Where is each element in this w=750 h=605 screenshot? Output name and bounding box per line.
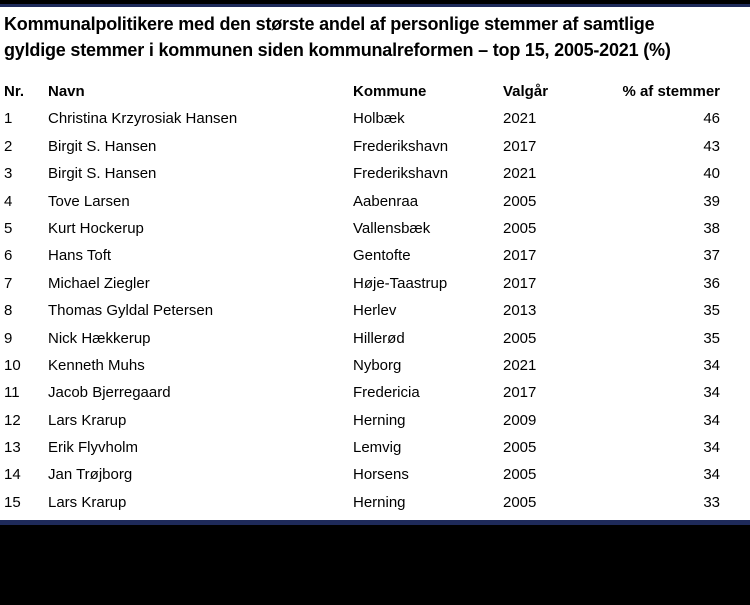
- cell-nr: 8: [4, 302, 13, 320]
- cell-valgaar: 2005: [503, 219, 537, 237]
- cell-nr: 1: [4, 110, 13, 128]
- cell-valgaar: 2005: [503, 466, 537, 484]
- table-title-line2: gyldige stemmer i kommunen siden kommunalreformen – top 15, 2005-2021 (%): [4, 40, 671, 60]
- cell-pct: 35: [703, 302, 720, 320]
- table-row: [4, 188, 720, 215]
- table-row: [4, 160, 720, 187]
- cell-pct: 34: [703, 439, 720, 457]
- cell-nr: 4: [4, 192, 13, 210]
- table-row: [4, 133, 720, 160]
- cell-pct: 37: [703, 247, 720, 265]
- cell-nr: 7: [4, 274, 13, 292]
- cell-valgaar: 2017: [503, 274, 537, 292]
- cell-navn: Birgit S. Hansen: [48, 137, 157, 155]
- table-body: [4, 105, 720, 516]
- cell-nr: 6: [4, 247, 13, 265]
- table-row: [4, 325, 720, 352]
- header-cell-valgaar: Valgår: [503, 83, 549, 100]
- cell-navn: Hans Toft: [48, 247, 112, 265]
- cell-nr: 14: [4, 466, 21, 484]
- cell-pct: 43: [703, 137, 720, 155]
- cell-pct: 40: [703, 165, 720, 183]
- header-cell-pct: % af stemmer: [622, 83, 720, 100]
- cell-navn: Lars Krarup: [48, 493, 127, 511]
- cell-navn: Erik Flyvholm: [48, 439, 139, 457]
- cell-navn: Tove Larsen: [48, 192, 130, 210]
- cell-pct: 46: [703, 110, 720, 128]
- cell-kommune: Frederikshavn: [353, 165, 449, 183]
- cell-navn: Jan Trøjborg: [48, 466, 133, 484]
- cell-valgaar: 2005: [503, 329, 537, 347]
- cell-nr: 5: [4, 219, 13, 237]
- cell-kommune: Fredericia: [353, 384, 420, 402]
- table-row: [4, 379, 720, 406]
- cell-valgaar: 2005: [503, 192, 537, 210]
- table-row: [4, 215, 720, 242]
- header-cell-navn: Navn: [48, 83, 85, 100]
- cell-kommune: Herning: [353, 411, 406, 429]
- cell-pct: 36: [703, 274, 720, 292]
- cell-navn: Kenneth Muhs: [48, 356, 145, 374]
- cell-valgaar: 2005: [503, 493, 537, 511]
- cell-nr: 2: [4, 137, 13, 155]
- table-row: [4, 105, 720, 132]
- cell-nr: 13: [4, 439, 21, 457]
- cell-navn: Christina Krzyrosiak Hansen: [48, 110, 238, 128]
- top-border-navy: [0, 4, 750, 7]
- cell-valgaar: 2013: [503, 302, 537, 320]
- bottom-border-black: [0, 525, 750, 605]
- cell-valgaar: 2021: [503, 110, 537, 128]
- cell-kommune: Frederikshavn: [353, 137, 449, 155]
- table-row: [4, 461, 720, 488]
- cell-nr: 11: [4, 384, 20, 402]
- cell-kommune: Vallensbæk: [353, 219, 431, 237]
- cell-pct: 35: [703, 329, 720, 347]
- table-row: [4, 434, 720, 461]
- cell-valgaar: 2009: [503, 411, 537, 429]
- table-row: [4, 270, 720, 297]
- cell-pct: 38: [703, 219, 720, 237]
- table-title-line1: Kommunalpolitikere med den største andel af personlige stemmer af samtlige: [4, 14, 655, 34]
- cell-pct: 34: [703, 466, 720, 484]
- cell-navn: Kurt Hockerup: [48, 219, 144, 237]
- cell-navn: Thomas Gyldal Petersen: [48, 302, 214, 320]
- cell-valgaar: 2017: [503, 137, 537, 155]
- table-row: [4, 352, 720, 379]
- cell-kommune: Aabenraa: [353, 192, 419, 210]
- cell-pct: 34: [703, 356, 720, 374]
- cell-kommune: Høje-Taastrup: [353, 274, 448, 292]
- cell-valgaar: 2021: [503, 165, 537, 183]
- cell-nr: 15: [4, 493, 21, 511]
- cell-nr: 3: [4, 165, 13, 183]
- cell-kommune: Hillerød: [353, 329, 405, 347]
- cell-pct: 33: [703, 493, 720, 511]
- cell-kommune: Herlev: [353, 302, 397, 320]
- header-cell-kommune: Kommune: [353, 83, 427, 100]
- cell-navn: Jacob Bjerregaard: [48, 384, 171, 402]
- cell-nr: 9: [4, 329, 13, 347]
- cell-pct: 34: [703, 411, 720, 429]
- cell-valgaar: 2017: [503, 247, 537, 265]
- ranking-table: [0, 78, 750, 516]
- cell-valgaar: 2005: [503, 439, 537, 457]
- cell-valgaar: 2021: [503, 356, 537, 374]
- cell-pct: 39: [703, 192, 720, 210]
- cell-navn: Birgit S. Hansen: [48, 165, 157, 183]
- cell-nr: 12: [4, 411, 21, 429]
- cell-kommune: Lemvig: [353, 439, 402, 457]
- table-row: [4, 407, 720, 434]
- cell-nr: 10: [4, 356, 21, 374]
- table-row: [4, 489, 720, 516]
- table-row: [4, 297, 720, 324]
- cell-kommune: Horsens: [353, 466, 409, 484]
- header-cell-nr: Nr.: [4, 83, 25, 100]
- cell-navn: Nick Hækkerup: [48, 329, 151, 347]
- cell-navn: Michael Ziegler: [48, 274, 150, 292]
- table-title: [4, 11, 750, 63]
- cell-pct: 34: [703, 384, 720, 402]
- cell-navn: Lars Krarup: [48, 411, 127, 429]
- cell-kommune: Gentofte: [353, 247, 411, 265]
- cell-kommune: Nyborg: [353, 356, 402, 374]
- cell-kommune: Herning: [353, 493, 406, 511]
- cell-valgaar: 2017: [503, 384, 537, 402]
- table-header-row: [4, 78, 720, 105]
- table-row: [4, 242, 720, 269]
- cell-kommune: Holbæk: [353, 110, 405, 128]
